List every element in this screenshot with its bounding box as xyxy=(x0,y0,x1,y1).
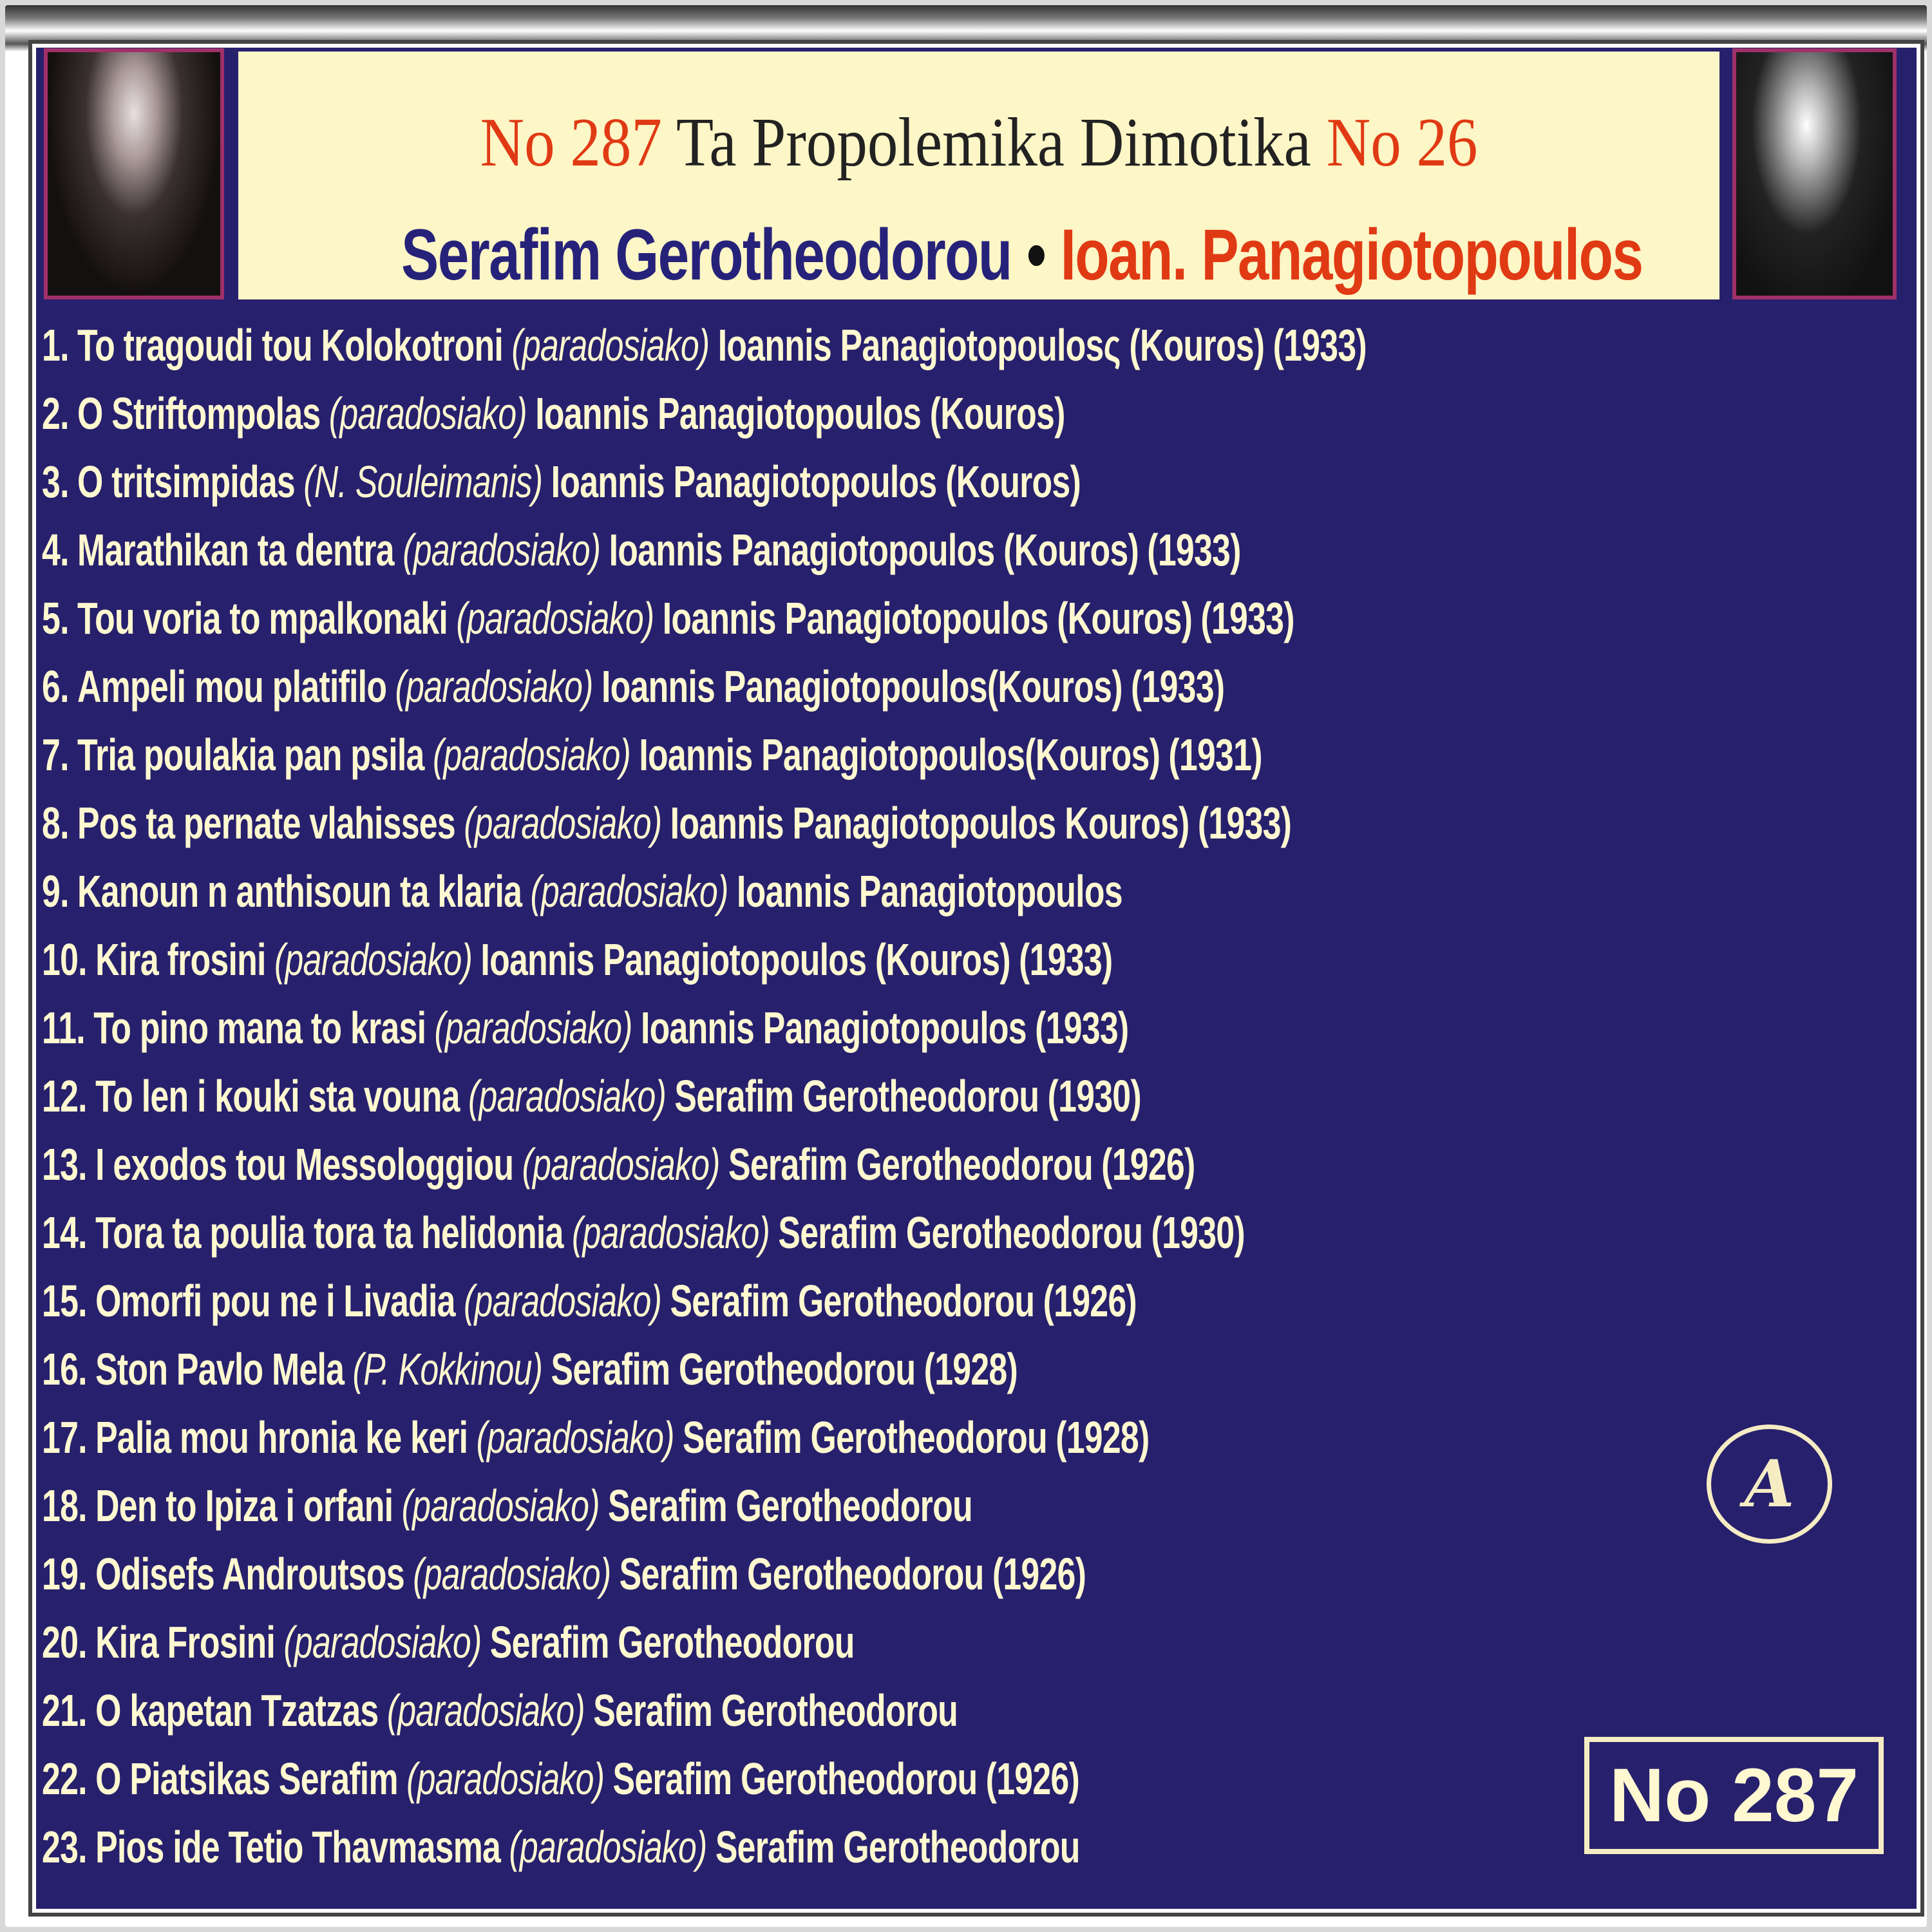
track-composer: (paradosiako) xyxy=(395,661,593,712)
separator: • xyxy=(1027,214,1046,295)
track-performer: Ioannis Panagiotopoulos xyxy=(736,866,1122,916)
track-num: 19. xyxy=(42,1549,87,1599)
track-num: 13. xyxy=(42,1139,87,1189)
track-composer: (paradosiako) xyxy=(432,730,631,780)
track-row xyxy=(42,660,1225,728)
track-composer: (paradosiako) xyxy=(456,593,654,643)
track-title: Pos ta pernate vlahisses xyxy=(77,798,455,848)
track-title: Tria poulakia pan psila xyxy=(77,730,424,780)
track-row xyxy=(42,1548,1138,1616)
track-num: 7. xyxy=(42,730,69,780)
track-num: 8. xyxy=(42,798,69,848)
track-year: (1928) xyxy=(923,1344,1018,1394)
track-row xyxy=(42,592,1294,660)
track-row xyxy=(42,1070,1141,1138)
track-year: (1930) xyxy=(1047,1071,1141,1121)
track-num: 16. xyxy=(42,1344,87,1394)
portrait-photo-left xyxy=(44,48,224,299)
track-title: I exodos tou Messologgiou xyxy=(95,1139,514,1189)
track-composer: (paradosiako) xyxy=(274,934,473,985)
track-title: Odisefs Androutsos xyxy=(95,1549,404,1599)
series-number: No 26 xyxy=(1326,104,1478,181)
album-title xyxy=(327,104,1631,181)
track-year: (1926) xyxy=(1043,1276,1137,1326)
track-title: Ampeli mou platifilo xyxy=(77,661,387,712)
track-performer: Ioannis Panagiotopoulos Kouros) xyxy=(670,798,1189,848)
track-num: 14. xyxy=(42,1208,87,1258)
track-performer: Serafim Gerotheodorou xyxy=(715,1822,1080,1872)
track-num: 9. xyxy=(42,866,69,916)
track-row xyxy=(42,455,1138,524)
track-performer: Serafim Gerotheodorou xyxy=(608,1481,972,1531)
track-row xyxy=(42,797,1292,865)
track-performer: Ioannis Panagiotopoulos (Kouros) xyxy=(662,593,1193,643)
track-year: (1933) xyxy=(1273,320,1367,370)
track-num: 5. xyxy=(42,593,69,643)
track-title: Marathikan ta dentra xyxy=(77,525,394,575)
track-row xyxy=(42,1616,1138,1684)
artist-1: Serafim Gerotheodorou xyxy=(401,214,1012,295)
track-num: 11. xyxy=(42,1003,85,1053)
track-row xyxy=(42,1138,1195,1206)
track-num: 21. xyxy=(42,1685,87,1736)
track-row xyxy=(42,387,1138,455)
track-num: 18. xyxy=(42,1481,87,1531)
track-num: 6. xyxy=(42,661,69,712)
track-list xyxy=(42,319,1523,1889)
track-performer: Serafim Gerotheodorou xyxy=(593,1685,958,1736)
track-row xyxy=(42,1821,1138,1889)
track-composer: (paradosiako) xyxy=(402,525,601,575)
track-composer: (paradosiako) xyxy=(328,388,527,439)
track-num: 22. xyxy=(42,1754,87,1804)
track-performer: Serafim Gerotheodorou xyxy=(670,1276,1035,1326)
track-composer: (paradosiako) xyxy=(464,1276,662,1326)
track-row xyxy=(42,524,1241,592)
track-performer: Ioannis Panagiotopoulos (Kouros) xyxy=(480,934,1010,985)
track-year: (1926) xyxy=(1101,1139,1195,1189)
track-composer: (paradosiako) xyxy=(509,1822,707,1872)
series-title: Ta Propolemika Dimotika xyxy=(676,104,1311,181)
track-title: To pino mana to krasi xyxy=(93,1003,426,1053)
track-composer: (N. Souleimanis) xyxy=(303,457,543,507)
track-year: (1926) xyxy=(992,1549,1086,1599)
track-composer: (paradosiako) xyxy=(468,1071,667,1121)
track-title: Palia mou hronia ke keri xyxy=(95,1412,468,1463)
track-year: (1933) xyxy=(1035,1003,1129,1053)
track-year: (1933) xyxy=(1147,525,1241,575)
track-performer: Ioannis Panagiotopoulos xyxy=(640,1003,1027,1053)
track-year: (1930) xyxy=(1151,1208,1245,1258)
track-year: (1931) xyxy=(1168,730,1262,780)
track-row xyxy=(42,1684,1138,1752)
catalog-number-box: No 287 xyxy=(1584,1737,1884,1854)
track-title: Pios ide Tetio Thavmasma xyxy=(95,1822,501,1872)
track-composer: (paradosiako) xyxy=(511,320,710,370)
track-performer: Ioannis Panagiotopoulos(Kouros) xyxy=(601,661,1122,712)
track-year: (1926) xyxy=(985,1754,1079,1804)
artists-line xyxy=(401,214,1643,295)
track-num: 15. xyxy=(42,1276,87,1326)
track-title: Tora ta poulia tora ta helidonia xyxy=(95,1208,564,1258)
track-performer: Serafim Gerotheodorou xyxy=(619,1549,984,1599)
track-performer: Ioannis Panagiotopoulosς (Kouros) xyxy=(717,320,1265,370)
track-row xyxy=(42,1001,1138,1070)
track-year: (1933) xyxy=(1019,934,1113,985)
track-performer: Serafim Gerotheodorou xyxy=(489,1617,855,1667)
track-composer: (paradosiako) xyxy=(571,1208,770,1258)
track-year: (1933) xyxy=(1197,798,1292,848)
track-title: To tragoudi tou Kolokotroni xyxy=(77,320,504,370)
track-row xyxy=(42,933,1138,1001)
track-composer: (paradosiako) xyxy=(413,1549,611,1599)
track-row xyxy=(42,1479,1138,1548)
track-num: 4. xyxy=(42,525,69,575)
portrait-photo-right xyxy=(1732,48,1897,299)
track-title: To len i kouki sta vouna xyxy=(95,1071,460,1121)
track-row xyxy=(42,1274,1138,1343)
track-num: 17. xyxy=(42,1412,87,1463)
track-performer: Serafim Gerotheodorou xyxy=(778,1208,1143,1258)
track-row xyxy=(42,728,1262,797)
track-title: O kapetan Tzatzas xyxy=(95,1685,379,1736)
track-num: 20. xyxy=(42,1617,87,1667)
track-performer: Ioannis Panagiotopoulos (Kouros) xyxy=(551,457,1081,507)
track-year: (1928) xyxy=(1056,1412,1150,1463)
track-title: O Piatsikas Serafim xyxy=(95,1754,398,1804)
track-composer: (paradosiako) xyxy=(406,1754,605,1804)
track-title: O tritsimpidas xyxy=(77,457,295,507)
label-logo: A xyxy=(1707,1425,1832,1544)
track-title: Kira Frosini xyxy=(95,1617,276,1667)
track-composer: (P. Kokkinou) xyxy=(352,1344,543,1394)
track-num: 23. xyxy=(42,1822,87,1872)
track-row xyxy=(42,1752,1138,1821)
track-performer: Serafim Gerotheodorou xyxy=(683,1412,1047,1463)
track-performer: Serafim Gerotheodorou xyxy=(551,1344,916,1394)
track-num: 10. xyxy=(42,934,87,985)
track-title: Kira frosini xyxy=(95,934,266,985)
track-composer: (paradosiako) xyxy=(401,1481,600,1531)
track-title: Omorfi pou ne i Livadia xyxy=(95,1276,455,1326)
track-year: (1933) xyxy=(1200,593,1294,643)
track-num: 3. xyxy=(42,457,69,507)
track-composer: (paradosiako) xyxy=(476,1412,674,1463)
track-performer: Ioannis Panagiotopoulos (Kouros) xyxy=(535,388,1065,439)
track-composer: (paradosiako) xyxy=(522,1139,720,1189)
track-title: Tou voria to mpalkonaki xyxy=(77,593,448,643)
track-composer: (paradosiako) xyxy=(464,798,662,848)
track-composer: (paradosiako) xyxy=(386,1685,585,1736)
track-performer: Serafim Gerotheodorou xyxy=(612,1754,978,1804)
track-num: 1. xyxy=(42,320,69,370)
track-composer: (paradosiako) xyxy=(530,866,728,916)
track-row xyxy=(42,1206,1245,1274)
track-row xyxy=(42,1411,1150,1479)
artist-2: Ioan. Panagiotopoulos xyxy=(1060,214,1643,295)
track-composer: (paradosiako) xyxy=(283,1617,482,1667)
track-performer: Ioannis Panagiotopoulos (Kouros) xyxy=(609,525,1139,575)
track-performer: Ioannis Panagiotopoulos(Kouros) xyxy=(639,730,1160,780)
track-num: 12. xyxy=(42,1071,87,1121)
track-title: Kanoun n anthisoun ta klaria xyxy=(77,866,522,916)
track-title: Ston Pavlo Mela xyxy=(95,1344,345,1394)
track-performer: Serafim Gerotheodorou xyxy=(728,1139,1093,1189)
track-title: O Striftompolas xyxy=(77,388,321,439)
track-performer: Serafim Gerotheodorou xyxy=(674,1071,1039,1121)
track-composer: (paradosiako) xyxy=(434,1003,632,1053)
track-title: Den to Ipiza i orfani xyxy=(95,1481,393,1531)
album-number: No 287 xyxy=(480,104,662,181)
track-num: 2. xyxy=(42,388,69,439)
track-row xyxy=(42,319,1367,387)
track-year: (1933) xyxy=(1131,661,1225,712)
title-header xyxy=(238,52,1719,299)
track-row xyxy=(42,1343,1138,1411)
track-row xyxy=(42,865,1138,933)
